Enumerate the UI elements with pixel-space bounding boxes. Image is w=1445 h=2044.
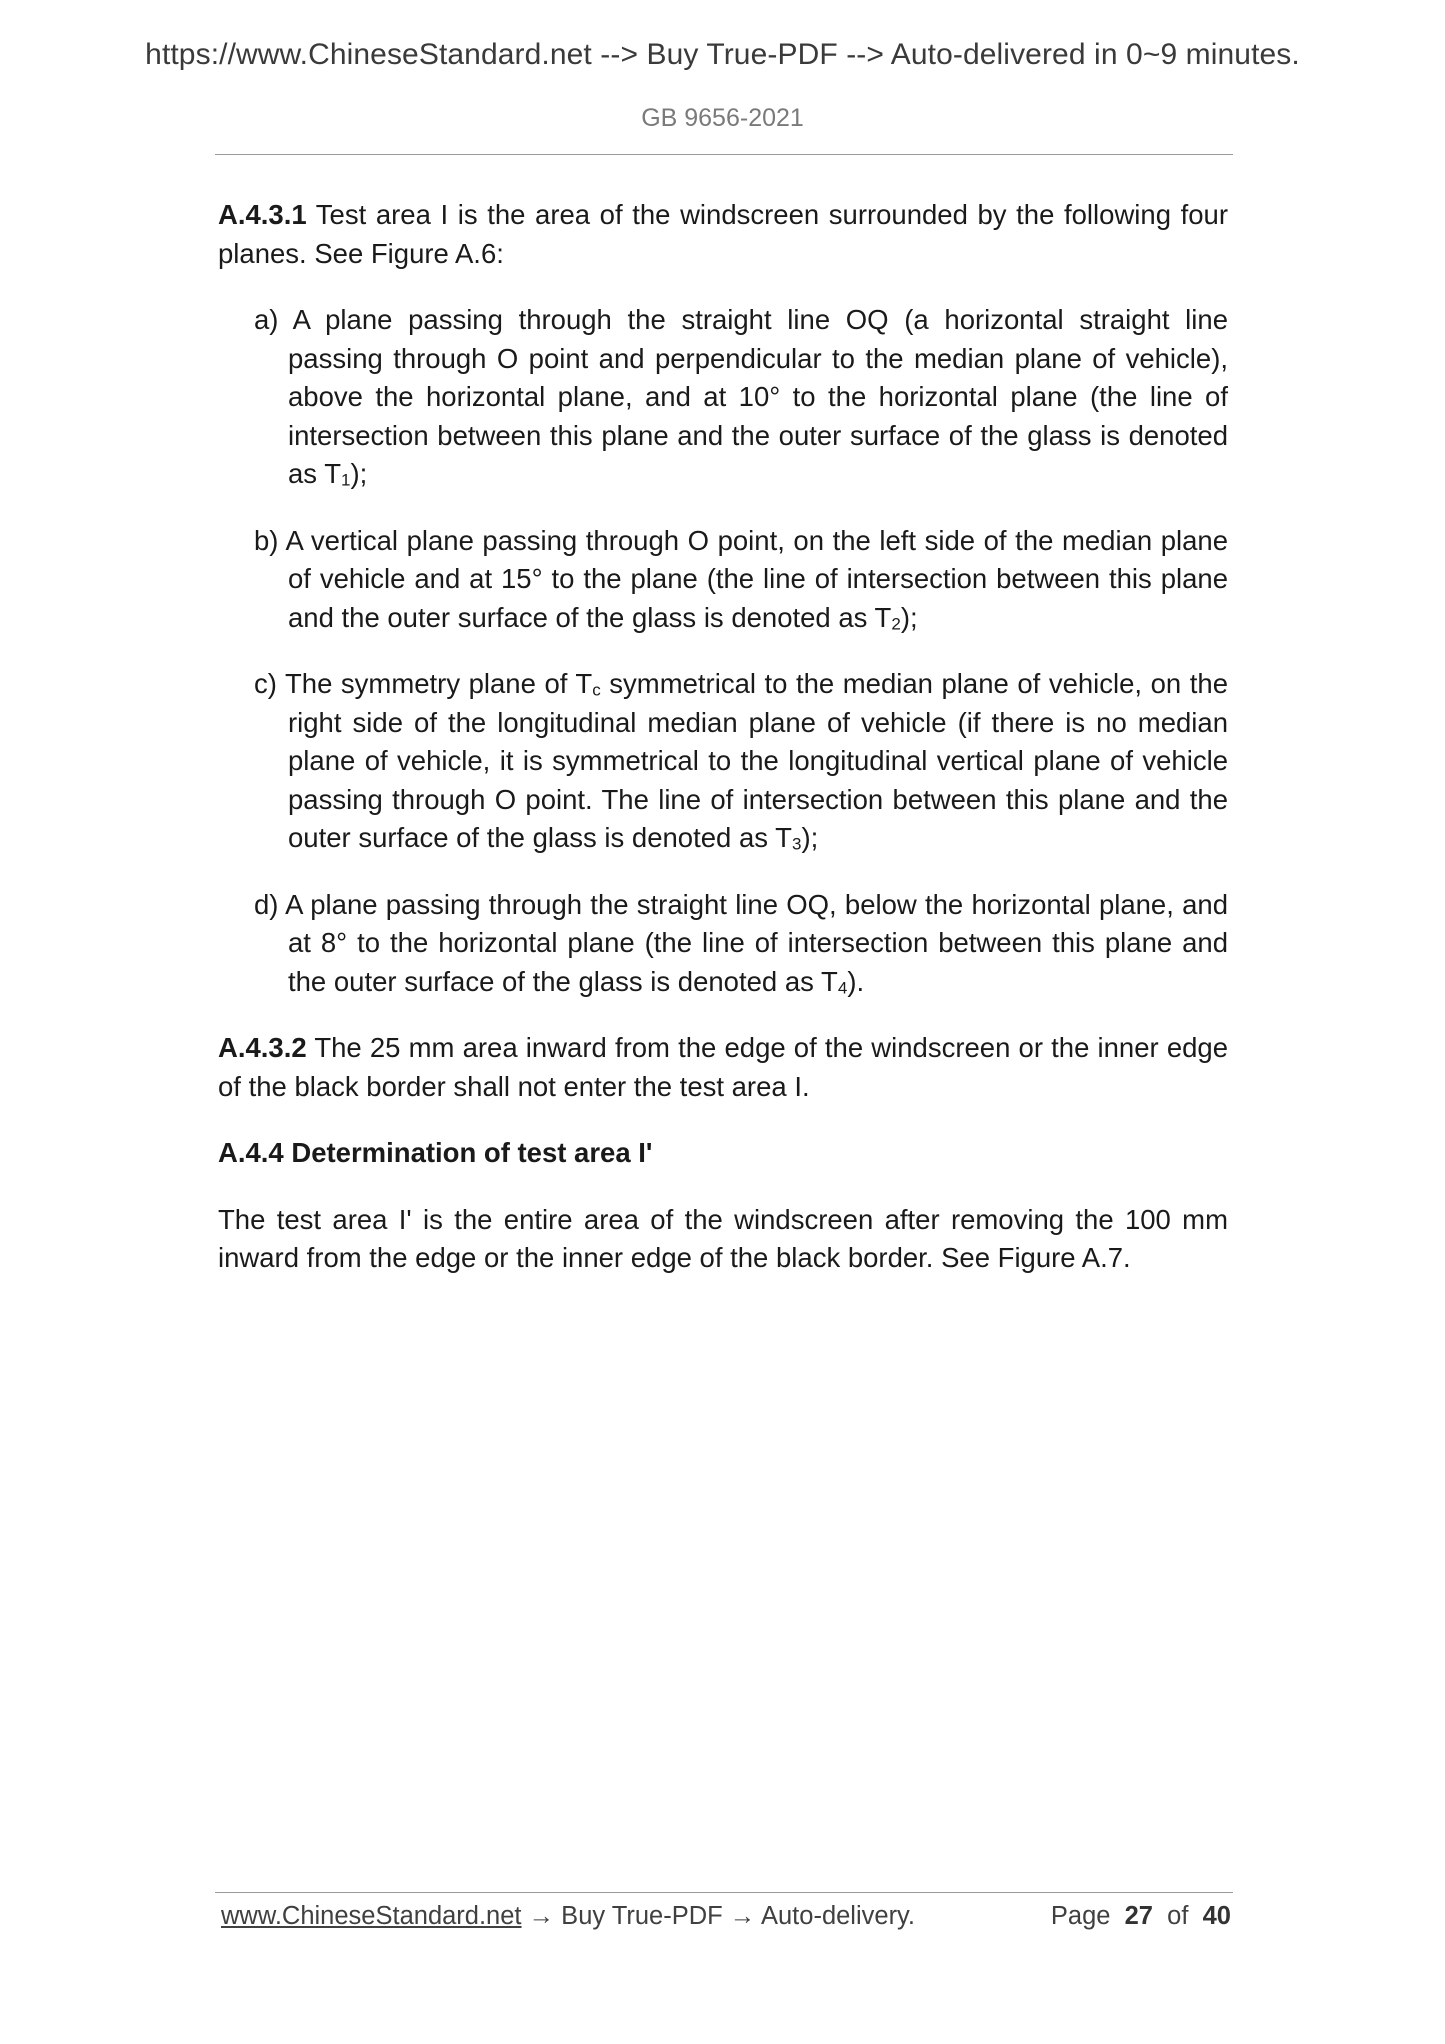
clause-text: The 25 mm area inward from the edge of the windscreen or the inner edge of the black border shall not enter the test area I.: [218, 1032, 1228, 1102]
list-text: symmetrical to the median plane of vehicle, on the right side of the longitudinal median plane of vehicle (if there is no median plane of vehicle, it is symmetrical to the longitudinal vertical plane of vehicle passing through O point. The line of intersection between this plane and the outer surface of the glass is denoted as T: [288, 668, 1228, 853]
clause-text: Test area I is the area of the windscreen surrounded by the following four planes. See Figure A.6:: [218, 199, 1228, 269]
footer-site-link[interactable]: www.ChineseStandard.net: [221, 1902, 522, 1930]
list-text-end: ).: [847, 965, 865, 997]
list-text: A vertical plane passing through O point, on the left side of the median plane of vehicle and at 15° to the plane (the line of intersection between this plane and the outer surface of the glass is denoted as T: [278, 524, 1228, 633]
standard-code: GB 9656-2021: [641, 104, 804, 132]
list-text-end: );: [900, 601, 918, 633]
footer-tagline: → Buy True-PDF → Auto-delivery.: [521, 1902, 915, 1930]
subscript: 3: [791, 834, 802, 854]
clause-number: A.4.3.1: [218, 199, 307, 230]
page-number: [1051, 1897, 1231, 1935]
page-total: 40: [1202, 1902, 1231, 1930]
list-item-a: [254, 301, 1228, 494]
page-of: of: [1167, 1902, 1189, 1930]
list-item-c: [254, 665, 1228, 858]
top-banner: https://www.ChineseStandard.net --> Buy True-PDF --> Auto-delivered in 0~9 minutes.: [145, 38, 1300, 71]
list-text: A plane passing through the straight line OQ, below the horizontal plane, and at 8° to the horizontal plane (the line of intersection between this plane and the outer surface of the glass is denoted as T: [278, 888, 1228, 997]
list-text: A plane passing through the straight line OQ (a horizontal straight line passing through O point and perpendicular to the median plane of vehicle), above the horizontal plane, and at 10° to the horizontal plane (the line of intersection between this plane and the outer surface of the glass is denoted as T: [278, 304, 1228, 489]
page-label: Page: [1050, 1902, 1111, 1930]
list-marker: b): [254, 524, 279, 556]
clause-a44-text: The test area I' is the entire area of the windscreen after removing the 100 mm inward from the edge or the inner edge of the black border. See Figure A.7.: [218, 1203, 1228, 1273]
page-current: 27: [1124, 1902, 1153, 1930]
list-marker: a): [254, 304, 279, 335]
subscript: 1: [341, 470, 351, 490]
list-text-end: );: [801, 822, 819, 853]
list-marker: c): [254, 668, 277, 699]
list-text-end: );: [350, 458, 368, 489]
clause-number: A.4.3.2: [218, 1032, 307, 1063]
clause-a431: [218, 196, 1228, 273]
footer-divider: [215, 1892, 1233, 1893]
section-heading: A.4.4 Determination of test area I': [218, 1137, 653, 1168]
page-content: [218, 196, 1228, 1306]
footer-left: [221, 1897, 915, 1935]
subscript: 2: [891, 614, 901, 634]
header-divider: [215, 154, 1233, 155]
list-item-b: [254, 522, 1228, 638]
list-item-d: [254, 886, 1228, 1002]
list-marker: d): [254, 888, 279, 920]
clause-a432: [218, 1029, 1228, 1106]
subscript: c: [592, 680, 601, 700]
list-text-pre: The symmetry plane of T: [276, 668, 593, 699]
page-footer: [221, 1897, 1231, 1935]
subscript: 4: [837, 978, 848, 998]
